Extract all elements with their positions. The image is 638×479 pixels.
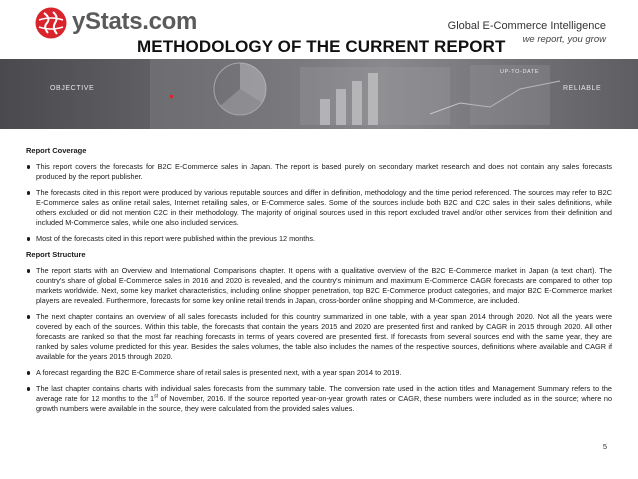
list-item	[26, 384, 612, 414]
list-item: The report starts with an Overview and International Comparisons chapter. It opens with a qualitative overview of the B2C E-Commerce market in Japan (a text chart). The country's share of global E-Commerce sales in 2016 and 2020 is revealed, and the country's minimum and maximum E-Commerce CAGR forecasts are compared to other top markets worldwide. Next, some key market characteristics, including online shopper penetration, top B2C E-Commerce product categories, and major B2C E-Commerce market players are revealed. Furthermore, forecasts for some key online retail trends in Japan, cross-border online shopping and M-Commerce, are included.	[26, 266, 612, 306]
list-item: The forecasts cited in this report were produced by various reputable sources and differ in definition, methodology and the time period referenced. The sources may refer to B2C E-Commerce sales as online retail sales, Internet retailing sales, or E-Commerce sales. Some of the sources include both B2C and C2C sales in their sales definitions, while others excluded or did not mention C2C in their methodology. The majority of original sources used in this report excluded travel and/or other services from their definition and included M-Commerce sales, while one also included services.	[26, 188, 612, 228]
header-banner-image	[0, 59, 638, 129]
logo-globe-icon	[34, 6, 68, 40]
page-header	[0, 0, 638, 58]
list-item: Most of the forecasts cited in this report were published within the previous 12 months.	[26, 234, 612, 244]
list-item: The next chapter contains an overview of all sales forecasts included for this country summarized in one table, with a year span 2014 through 2020. Not all the years were covered by each of the sources. Within this table, the forecasts that contain the years 2015 and 2020 are presented first and ranked by CAGR in 2015 through 2020. All other forecasts are ranked so that the most far reaching forecasts in terms of years covered are presented first. If forecasts from several sources end with the same year, they are ranked by sales volume predicted for this year. Besides the sales volumes, the table also includes the names of the respective sources, definitions where available and CAGR if available for the years 2015 through 2020.	[26, 312, 612, 362]
logo-text: yStats.com	[72, 8, 198, 35]
report-structure-list	[26, 266, 612, 414]
methodology-body	[26, 146, 612, 420]
report-coverage-list	[26, 162, 612, 244]
list-item: A forecast regarding the B2C E-Commerce share of retail sales is presented next, with a year span 2014 to 2019.	[26, 368, 612, 378]
last-item-text-after: of November, 2016. If the source reported year-on-year growth rates or CAGR, these numbers were included as in the source; where no growth numbers were available in the source, they were calculated from the provided sales values.	[36, 394, 613, 413]
banner-word-up-to-date: UP-TO-DATE	[500, 69, 540, 75]
tagline-main: Global E-Commerce Intelligence	[447, 20, 606, 32]
page-number: 5	[602, 442, 607, 451]
banner-word-objective: OBJECTIVE	[50, 85, 95, 92]
last-item-text-before: The last chapter contains charts with individual sales forecasts from the summary table. The conversion rate used in the action titles and Management Summary refers to the average rate for 12 months to the 1	[36, 384, 612, 403]
report-coverage-heading: Report Coverage	[26, 146, 87, 155]
banner-word-reliable: RELIABLE	[563, 85, 602, 92]
ystats-logo	[34, 6, 224, 40]
report-structure-heading: Report Structure	[26, 250, 86, 259]
tagline-sub: we report, you grow	[522, 34, 606, 45]
banner-decoration	[0, 59, 638, 129]
page-title: METHODOLOGY OF THE CURRENT REPORT	[137, 37, 506, 56]
last-item-superscript: st	[154, 393, 158, 400]
list-item: This report covers the forecasts for B2C E-Commerce sales in Japan. The report is based purely on secondary market research and does not contain any sales forecasts produced by the report publisher.	[26, 162, 612, 182]
